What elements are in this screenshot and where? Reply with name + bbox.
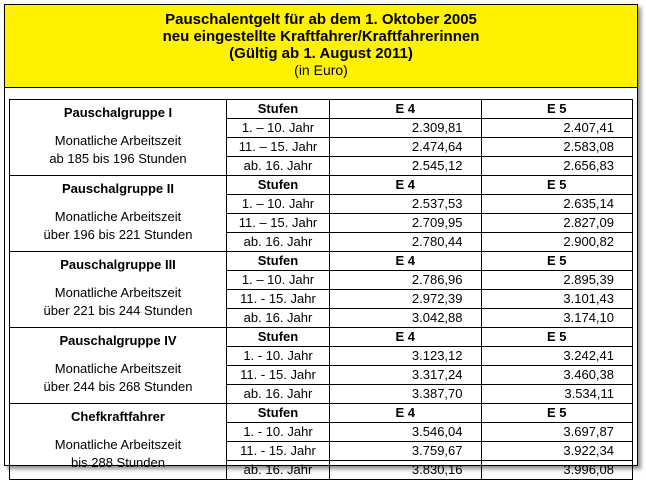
column-header-e5: E 5 bbox=[481, 176, 633, 195]
stufe-cell: 11. – 15. Jahr bbox=[227, 138, 330, 157]
e5-value-cell: 3.996,08 bbox=[481, 461, 633, 480]
e5-value-cell: 3.697,87 bbox=[481, 423, 633, 442]
e5-value-cell: 3.922,34 bbox=[481, 442, 633, 461]
title-line-1: Pauschalentgelt für ab dem 1. Oktober 2005 bbox=[165, 11, 477, 28]
group-title: Pauschalgruppe I bbox=[63, 105, 173, 120]
group-label-cell bbox=[10, 404, 227, 480]
group-label-cell bbox=[10, 176, 227, 252]
e4-value-cell: 3.123,12 bbox=[330, 347, 482, 366]
e4-value-cell: 2.780,44 bbox=[330, 233, 482, 252]
group-header-row bbox=[10, 252, 633, 271]
e5-value-cell: 2.635,14 bbox=[481, 195, 633, 214]
currency-note: (in Euro) bbox=[294, 62, 348, 78]
title-header bbox=[5, 5, 637, 88]
group-header-row bbox=[10, 328, 633, 347]
e5-value-cell: 2.656,83 bbox=[481, 157, 633, 176]
group-worktime-label: Monatliche Arbeitszeit bbox=[54, 209, 182, 224]
column-header-stufen: Stufen bbox=[227, 252, 330, 271]
group-label-cell bbox=[10, 328, 227, 404]
e5-value-cell: 2.827,09 bbox=[481, 214, 633, 233]
e4-value-cell: 3.387,70 bbox=[330, 385, 482, 404]
column-header-e4: E 4 bbox=[330, 404, 482, 423]
group-header-row bbox=[10, 100, 633, 119]
document-frame bbox=[4, 4, 638, 477]
group-label-cell bbox=[10, 100, 227, 176]
e5-value-cell: 2.895,39 bbox=[481, 271, 633, 290]
e5-value-cell: 3.534,11 bbox=[481, 385, 633, 404]
stufe-cell: ab. 16. Jahr bbox=[227, 233, 330, 252]
stufe-cell: ab. 16. Jahr bbox=[227, 385, 330, 404]
e4-value-cell: 2.972,39 bbox=[330, 290, 482, 309]
column-header-e5: E 5 bbox=[481, 404, 633, 423]
group-label-cell bbox=[10, 252, 227, 328]
stufe-cell: 11. - 15. Jahr bbox=[227, 366, 330, 385]
title-line-3: (Gültig ab 1. August 2011) bbox=[229, 45, 413, 62]
group-hours-range: über 244 bis 268 Stunden bbox=[43, 379, 193, 394]
pay-table bbox=[9, 99, 633, 480]
e5-value-cell: 2.900,82 bbox=[481, 233, 633, 252]
e4-value-cell: 2.786,96 bbox=[330, 271, 482, 290]
column-header-e4: E 4 bbox=[330, 252, 482, 271]
group-hours-range: über 221 bis 244 Stunden bbox=[43, 303, 193, 318]
stufe-cell: ab. 16. Jahr bbox=[227, 461, 330, 480]
stufe-cell: 1. – 10. Jahr bbox=[227, 271, 330, 290]
group-worktime-label: Monatliche Arbeitszeit bbox=[54, 133, 182, 148]
column-header-e5: E 5 bbox=[481, 252, 633, 271]
e4-value-cell: 2.309,81 bbox=[330, 119, 482, 138]
title-line-2: neu eingestellte Kraftfahrer/Kraftfahrerinnen bbox=[162, 28, 480, 45]
e4-value-cell: 2.537,53 bbox=[330, 195, 482, 214]
e4-value-cell: 3.317,24 bbox=[330, 366, 482, 385]
group-hours-range: bis 288 Stunden bbox=[71, 455, 165, 470]
group-title: Chefkraftfahrer bbox=[71, 409, 165, 424]
group-header-row bbox=[10, 176, 633, 195]
column-header-e4: E 4 bbox=[330, 176, 482, 195]
stufe-cell: 1. – 10. Jahr bbox=[227, 119, 330, 138]
e4-value-cell: 2.474,64 bbox=[330, 138, 482, 157]
stufe-cell: 11. - 15. Jahr bbox=[227, 290, 330, 309]
e4-value-cell: 2.709,95 bbox=[330, 214, 482, 233]
column-header-e4: E 4 bbox=[330, 100, 482, 119]
stufe-cell: ab. 16. Jahr bbox=[227, 157, 330, 176]
group-worktime-label: Monatliche Arbeitszeit bbox=[54, 361, 182, 376]
column-header-e5: E 5 bbox=[481, 100, 633, 119]
e5-value-cell: 2.407,41 bbox=[481, 119, 633, 138]
column-header-e4: E 4 bbox=[330, 328, 482, 347]
group-title: Pauschalgruppe IV bbox=[59, 333, 177, 348]
group-title: Pauschalgruppe III bbox=[60, 257, 176, 272]
e4-value-cell: 3.042,88 bbox=[330, 309, 482, 328]
stufe-cell: 1. - 10. Jahr bbox=[227, 423, 330, 442]
e5-value-cell: 2.583,08 bbox=[481, 138, 633, 157]
column-header-stufen: Stufen bbox=[227, 100, 330, 119]
e4-value-cell: 3.830,16 bbox=[330, 461, 482, 480]
group-worktime-label: Monatliche Arbeitszeit bbox=[54, 437, 182, 452]
e4-value-cell: 3.759,67 bbox=[330, 442, 482, 461]
column-header-stufen: Stufen bbox=[227, 176, 330, 195]
group-title: Pauschalgruppe II bbox=[62, 181, 174, 196]
e4-value-cell: 3.546,04 bbox=[330, 423, 482, 442]
group-hours-range: über 196 bis 221 Stunden bbox=[43, 227, 193, 242]
e5-value-cell: 3.242,41 bbox=[481, 347, 633, 366]
e5-value-cell: 3.460,38 bbox=[481, 366, 633, 385]
column-header-stufen: Stufen bbox=[227, 404, 330, 423]
column-header-e5: E 5 bbox=[481, 328, 633, 347]
stufe-cell: 11. - 15. Jahr bbox=[227, 442, 330, 461]
group-hours-range: ab 185 bis 196 Stunden bbox=[49, 151, 187, 166]
stufe-cell: 1. – 10. Jahr bbox=[227, 195, 330, 214]
e5-value-cell: 3.101,43 bbox=[481, 290, 633, 309]
stufe-cell: ab. 16. Jahr bbox=[227, 309, 330, 328]
group-header-row bbox=[10, 404, 633, 423]
group-worktime-label: Monatliche Arbeitszeit bbox=[54, 285, 182, 300]
e4-value-cell: 2.545,12 bbox=[330, 157, 482, 176]
column-header-stufen: Stufen bbox=[227, 328, 330, 347]
stufe-cell: 11. – 15. Jahr bbox=[227, 214, 330, 233]
e5-value-cell: 3.174,10 bbox=[481, 309, 633, 328]
stufe-cell: 1. - 10. Jahr bbox=[227, 347, 330, 366]
